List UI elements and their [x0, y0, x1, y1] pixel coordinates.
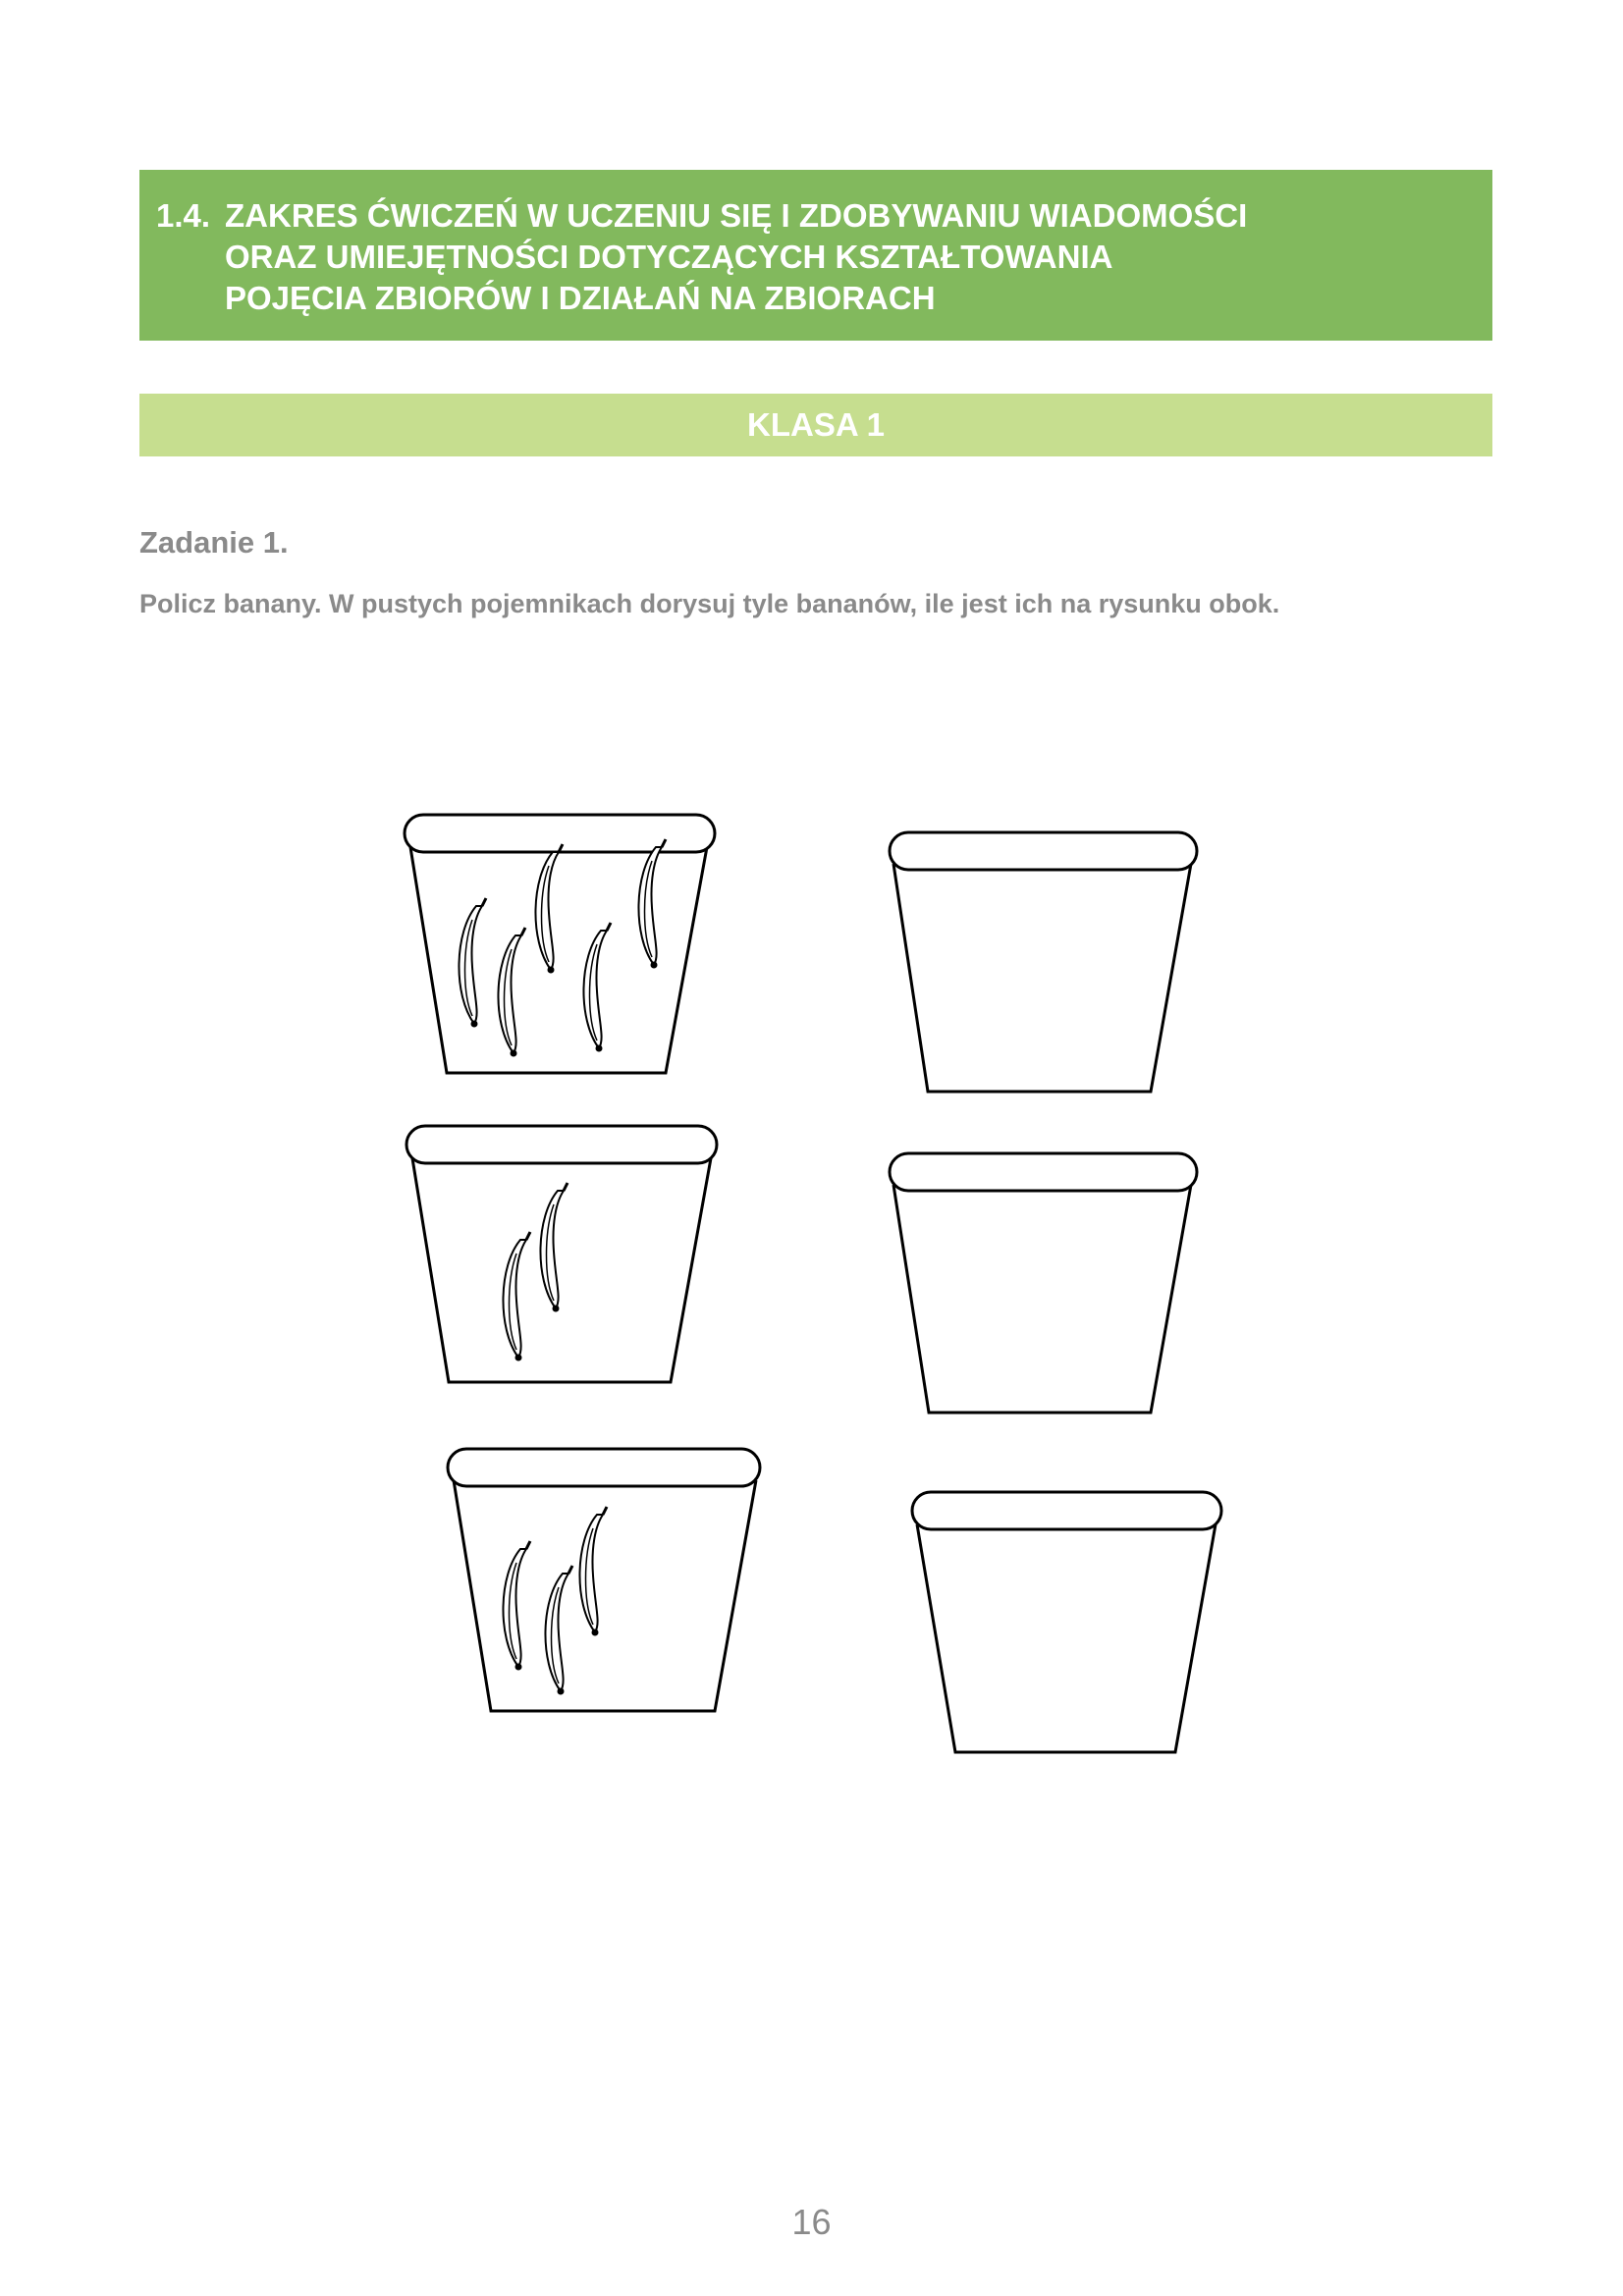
- page-number: 16: [791, 2202, 832, 2242]
- section-title-line-2: ORAZ UMIEJĘTNOŚCI DOTYCZĄCYCH KSZTAŁTOWANIA: [225, 239, 1113, 275]
- section-title-line-1: ZAKRES ĆWICZEŃ W UCZENIU SIĘ I ZDOBYWANIU WIADOMOŚCI: [225, 197, 1248, 234]
- task-title: Zadanie 1.: [139, 525, 289, 560]
- container-empty-row-1: [890, 832, 1197, 1092]
- section-number: 1.4.: [156, 197, 211, 234]
- container-filled-row-2: [406, 1126, 717, 1382]
- container-empty-row-2: [890, 1153, 1197, 1413]
- container-empty-row-3: [912, 1492, 1221, 1752]
- container-filled-row-1: [405, 815, 715, 1073]
- section-title-line-3: POJĘCIA ZBIORÓW I DZIAŁAŃ NA ZBIORACH: [225, 280, 936, 316]
- task-instruction: Policz banany. W pustych pojemnikach dorysuj tyle bananów, ile jest ich na rysunku obok.: [139, 589, 1280, 618]
- container-filled-row-3: [448, 1449, 760, 1711]
- class-label: KLASA 1: [139, 394, 1492, 456]
